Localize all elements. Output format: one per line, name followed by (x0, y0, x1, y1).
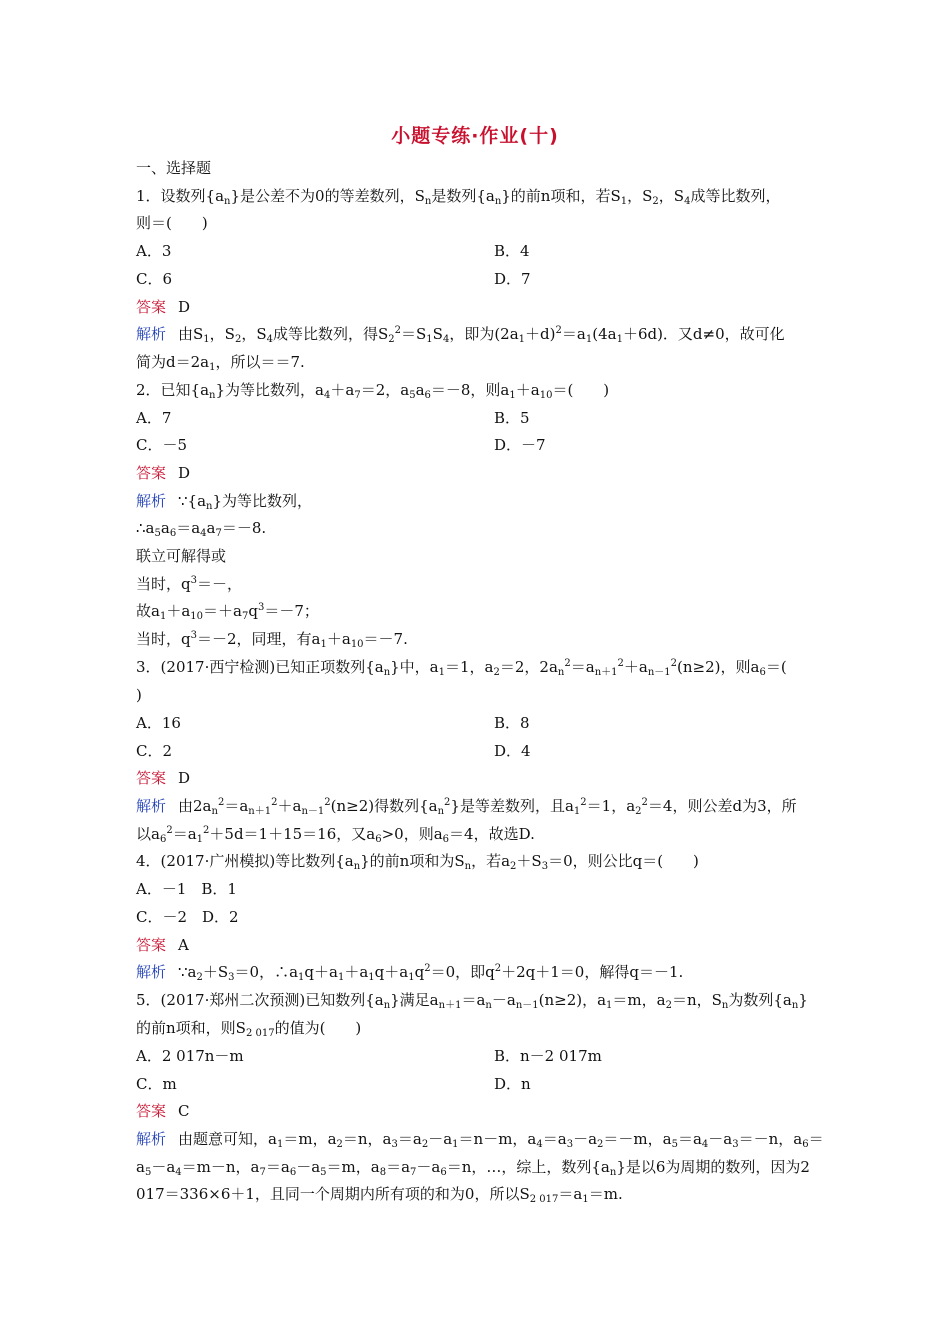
q2-option-c: C．－5 (136, 436, 188, 454)
q4-analysis-text: $\because a_2+S_3=0$，$\therefore a_1q+a_1+a_1q+a_1q^2=0$，即$q^2+2q+1=0$，解得q＝－1. (178, 963, 684, 983)
q1-option-a: A．3 (136, 242, 172, 260)
analysis-label: 解析 (136, 963, 167, 981)
q2-analysis-text: $\because\{a_n\}$为等比数列， (178, 492, 313, 512)
q2-option-d: D．－7 (494, 436, 546, 454)
q5-option-d: D．n (494, 1075, 531, 1093)
q1-answer-value: D (178, 298, 191, 316)
analysis-label: 解析 (136, 492, 167, 510)
q4-analysis (136, 962, 683, 982)
q2-analysis-line4: 当时，$q^3=-$， (136, 575, 242, 593)
q3-option-b: B．8 (494, 714, 530, 732)
page-title: 小题专练·作业(十) (391, 125, 559, 147)
q4-options-ab: A．－1 B．1 (136, 880, 237, 898)
q2-answer (136, 463, 190, 483)
q5-option-a: A．2 017n－m (136, 1047, 244, 1065)
section-heading: 一、选择题 (136, 159, 212, 177)
q1-analysis-line2: 简为$d=2a_1$，所以＝＝7. (136, 353, 305, 373)
q1-stem-line2: 则＝( ) (136, 214, 208, 232)
q5-stem-line2: 的前n项和，则$S_{2 017}$的值为( ) (136, 1019, 362, 1039)
q5-analysis-text: 由题意可知，$a_1=m$，$a_2=n$，$a_3=a_2-a_1=n-m$，$a_4=a_3-a_2=-m$，$a_5=a_4-a_3=-n$，$a_6=$ (178, 1130, 824, 1150)
q5-answer (136, 1101, 190, 1121)
q3-option-d: D．4 (494, 742, 531, 760)
q2-stem: 2．已知$\{a_n\}$为等比数列，$a_4+a_7=2$，$a_5a_6=-8$，则$a_1+a_{10}=$( ) (136, 381, 610, 401)
q3-analysis-text: 由$2a_n^2=a_{n+1}^2+a_{n-1}^2(n\ge 2)$得数列$\{a_n^2\}$是等差数列，且$a_1^2=1$，$a_2^2=4$，则公差d为3，所 (178, 797, 797, 817)
answer-label: 答案 (136, 1102, 167, 1120)
answer-label: 答案 (136, 464, 167, 482)
q2-analysis-line5: 故$a_1+a_{10}=+a_7q^3=-7$； (136, 602, 319, 622)
q3-answer (136, 768, 190, 788)
q1-option-c: C．6 (136, 270, 173, 288)
q3-option-a: A．16 (136, 714, 181, 732)
answer-label: 答案 (136, 936, 167, 954)
q5-analysis-line1 (136, 1129, 824, 1149)
q4-stem: 4．(2017·广州模拟)等比数列$\{a_n\}$的前n项和为$S_n$，若$a_2+S_3=0$，则公比q＝( ) (136, 852, 699, 872)
q2-analysis-line2: $\therefore a_5a_6=a_4a_7=-8$. (136, 519, 267, 539)
q3-answer-value: D (178, 769, 191, 787)
q1-analysis-text: 由$S_1$，$S_2$，$S_4$成等比数列，得$S_2^2=S_1S_4$，即为$(2a_1+d)^2=a_1(4a_1+6d)$．又d≠0，故可化 (178, 325, 785, 345)
q1-option-b: B．4 (494, 242, 530, 260)
q3-stem-line1: 3．(2017·西宁检测)已知正项数列$\{a_n\}$中，$a_1=1$，$a_2=2$，$2a_n^2=a_{n+1}^2+a_{n-1}^2(n\ge 2)$，则$a_6=$( (136, 658, 787, 678)
q3-analysis-line1 (136, 796, 797, 816)
q5-analysis-line3: 017＝336×6＋1，且同一个周期内所有项的和为0，所以$S_{2 017}=a_1=m$. (136, 1185, 623, 1205)
q5-option-b: B．n－2 017m (494, 1047, 602, 1065)
q2-option-b: B．5 (494, 409, 530, 427)
q5-analysis-line2: $a_5-a_4=m-n$，$a_7=a_6-a_5=m$，$a_8=a_7-a_6=n$，…，综上，数列$\{a_n\}$是以6为周期的数列，因为2 (136, 1158, 810, 1178)
q3-stem-line2: ) (136, 686, 142, 704)
analysis-label: 解析 (136, 325, 167, 343)
q2-answer-value: D (178, 464, 191, 482)
q5-answer-value: C (178, 1102, 190, 1120)
q2-analysis-line1 (136, 491, 312, 511)
q4-answer-value: A (178, 936, 189, 954)
analysis-label: 解析 (136, 1130, 167, 1148)
q5-stem-line1: 5．(2017·郑州二次预测)已知数列$\{a_n\}$满足$a_{n+1}=a_n-a_{n-1}(n\ge 2)$，$a_1=m$，$a_2=n$，$S_n$为数列$\{a_n\}$ (136, 991, 808, 1011)
q4-answer (136, 935, 189, 955)
q2-analysis-line6: 当时，$q^3=-2$，同理，有$a_1+a_{10}=-7$. (136, 630, 408, 650)
q1-analysis-line1 (136, 324, 785, 344)
q1-stem-line1: 1．设数列$\{a_n\}$是公差不为0的等差数列，$S_n$是数列$\{a_n\}$的前n项和，若$S_1$，$S_2$，$S_4$成等比数列， (136, 187, 781, 207)
q2-analysis-line3: 联立可解得或 (136, 547, 227, 565)
analysis-label: 解析 (136, 797, 167, 815)
q5-option-c: C．m (136, 1075, 177, 1093)
q1-option-d: D．7 (494, 270, 531, 288)
q1-answer (136, 297, 190, 317)
answer-label: 答案 (136, 298, 167, 316)
q4-options-cd: C．－2 D．2 (136, 908, 239, 926)
q3-analysis-line2: 以$a_6^2=a_1^2+5d=1+15=16$，又$a_6>0$，则$a_6=4$，故选D. (136, 825, 535, 845)
q3-option-c: C．2 (136, 742, 173, 760)
answer-label: 答案 (136, 769, 167, 787)
q2-option-a: A．7 (136, 409, 172, 427)
